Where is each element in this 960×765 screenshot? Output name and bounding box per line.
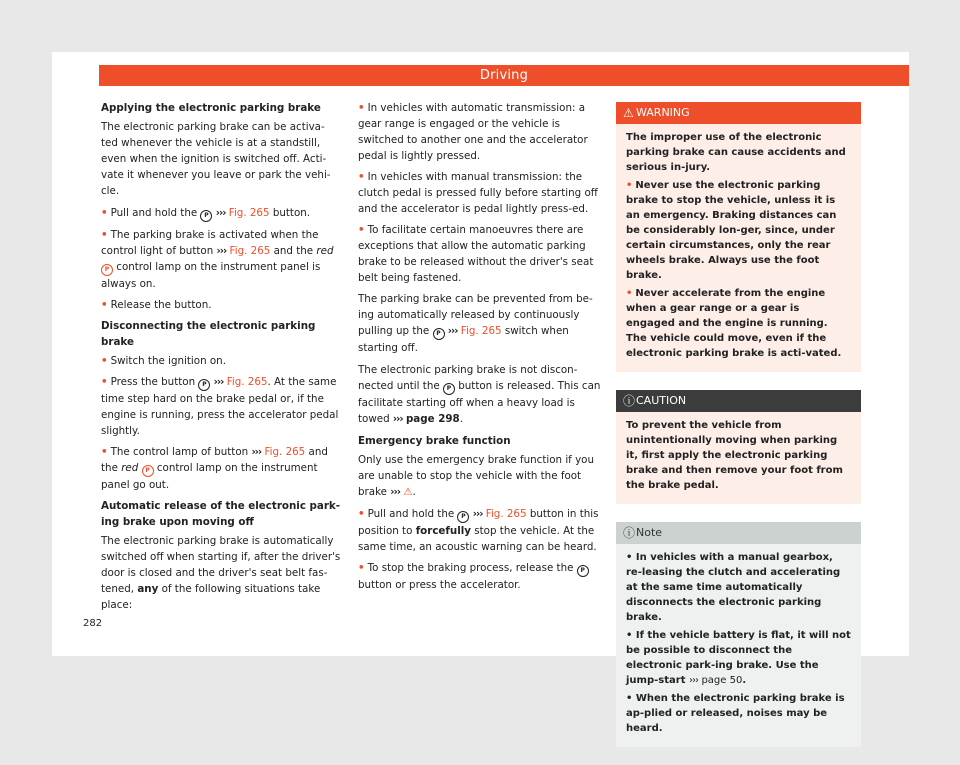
bullet-icon: • (626, 180, 633, 191)
page-link[interactable]: page 50 (701, 675, 743, 686)
bullet-icon: • (626, 288, 633, 299)
caution-text: To prevent the vehicle from unintentionally moving when parking it, first apply the electronic parking brake and then remove your foot from the brake pedal. (626, 420, 843, 491)
bullet-icon: • (358, 224, 365, 236)
bullet-icon: • (101, 207, 108, 219)
figure-link[interactable]: Fig. 265 (229, 245, 271, 257)
figure-link[interactable]: Fig. 265 (460, 325, 502, 337)
arrow-ref-icon: ››› (688, 675, 698, 686)
arrow-ref-icon: ››› (447, 325, 458, 337)
bullet-icon: • (358, 508, 365, 520)
note-header: ⓘ Note (616, 522, 861, 544)
parking-brake-icon: P (577, 565, 589, 577)
paragraph-prevent-release: The parking brake can be prevented from be-ing automatically released by continuously pulling up the P ››› Fig. 265 switch when starting off. (358, 293, 593, 354)
condition-manual: • In vehicles with manual transmission: the clutch pedal is pressed fully before starting off and the accelerator is pedal lightly press-ed. (358, 171, 598, 215)
warning-intro: The improper use of the electronic parking brake can cause accidents and serious in-jury. (626, 132, 846, 173)
note-item-1: • In vehicles with a manual gearbox, re-leasing the clutch and accelerating at the same time automatically disconnects the electronic parking brake. (626, 552, 841, 623)
step-pull-hold: • Pull and hold the P ››› Fig. 265 button. (101, 205, 341, 222)
parking-brake-lamp-icon: P (142, 465, 154, 477)
heading-applying: Applying the electronic parking brake (101, 102, 321, 114)
paragraph-applying: The electronic parking brake can be activa-ted whenever the vehicle is at a standstill, even when the ignition is switched off. Acti-vate it whenever you leave or park the vehi-cle. (101, 121, 331, 197)
warning-body (616, 124, 861, 372)
heading-emergency: Emergency brake function (358, 435, 511, 447)
heading-disconnecting: Disconnecting the electronic parking brake (101, 320, 316, 348)
step-lamps-out: • The control lamp of button ››› Fig. 265 and the red P control lamp on the instrument panel go out. (101, 446, 328, 491)
paragraph-not-disconnected: The electronic parking brake is not discon-nected until the P button is released. This can facilitate starting off when a heavy load is towed ››› page 298. (358, 364, 601, 425)
paragraph-automatic-release: The electronic parking brake is automatically switched off when starting if, after the driver's door is closed and the driver's seat belt fas-tened, any of the following situations take place: (101, 535, 341, 611)
manual-page (52, 52, 909, 734)
condition-automatic: • In vehicles with automatic transmission: a gear range is engaged or the vehicle is switched to another one and the accelerator pedal is lightly pressed. (358, 102, 588, 162)
column-2 (358, 100, 604, 598)
step-stop-braking: • To stop the braking process, release the P button or press the accelerator. (358, 560, 604, 593)
warning-header: ⚠ WARNING (616, 102, 861, 124)
step-emergency-pull: • Pull and hold the P ››› Fig. 265 button in this position to forcefully stop the vehicle. At the same time, an acoustic warning can be heard. (358, 508, 599, 553)
note-item-3: • When the electronic parking brake is ap-plied or released, noises may be heard. (626, 693, 845, 734)
figure-link[interactable]: Fig. 265 (226, 376, 268, 388)
bullet-icon: • (101, 376, 108, 388)
note-box (616, 522, 861, 747)
column-3 (616, 102, 861, 765)
bullet-icon: • (358, 171, 365, 183)
parking-brake-icon: P (457, 511, 469, 523)
bullet-icon: • (101, 355, 108, 367)
arrow-ref-icon: ››› (392, 413, 403, 425)
arrow-ref-icon: ››› (472, 508, 483, 520)
note-body (616, 544, 861, 747)
parking-brake-icon: P (198, 379, 210, 391)
arrow-ref-icon: ››› (213, 376, 224, 388)
bullet-icon: • (358, 102, 365, 114)
warning-item-2: • Never accelerate from the engine when a gear range or a gear is engaged and the engine is running. The vehicle could move, even if the electronic parking brake is acti-vated. (626, 288, 842, 359)
step-press-button: • Press the button P ››› Fig. 265. At the same time step hard on the brake pedal or, if the engine is running, press the accelerator pedal slightly. (101, 376, 339, 437)
figure-link[interactable]: Fig. 265 (264, 446, 306, 458)
parking-brake-icon: P (433, 328, 445, 340)
paragraph-emergency: Only use the emergency brake function if you are unable to stop the vehicle with the foot brake ››› ⚠. (358, 454, 595, 498)
warning-box (616, 102, 861, 372)
parking-brake-icon: P (443, 383, 455, 395)
info-icon: ⓘ (623, 526, 636, 540)
bullet-icon: • (101, 229, 108, 241)
arrow-ref-icon: ››› (251, 446, 262, 458)
parking-brake-icon: P (200, 210, 212, 222)
note-item-2: • If the vehicle battery is flat, it will not be possible to disconnect the electronic park-ing brake. Use the jump-start ››› page 50. (626, 630, 851, 686)
column-1 (101, 100, 341, 619)
arrow-ref-icon: ››› (216, 245, 227, 257)
warning-triangle-icon: ⚠ (623, 106, 634, 120)
page-link[interactable]: page 298 (405, 413, 460, 425)
caution-header: ⓘ CAUTION (616, 390, 861, 412)
figure-link[interactable]: Fig. 265 (228, 207, 270, 219)
heading-automatic-release: Automatic release of the electronic park-ing brake upon moving off (101, 500, 341, 528)
arrow-ref-icon: ››› (215, 207, 226, 219)
caution-box (616, 390, 861, 504)
arrow-ref-icon: ››› (390, 486, 401, 498)
bullet-icon: • (358, 562, 365, 574)
warning-item-1: • Never use the electronic parking brake to stop the vehicle, unless it is an emergency. Braking distances can be considerably lon-ger, since, under certain circumstances, only the rear wheels brake. Always use the foot brake. (626, 180, 837, 281)
page-number: 282 (83, 618, 103, 629)
section-header: Driving (99, 65, 909, 86)
condition-exceptions: • To facilitate certain manoeuvres there are exceptions that allow the automatic parking brake to be released without the driver's seat belt being fastened. (358, 224, 594, 284)
step-ignition: • Switch the ignition on. (101, 355, 226, 367)
step-activated: • The parking brake is activated when the control light of button ››› Fig. 265 and the red P control lamp on the instrument panel is always on. (101, 229, 334, 290)
caution-circle-icon: ⓘ (623, 394, 636, 408)
parking-brake-lamp-icon: P (101, 264, 113, 276)
step-release: • Release the button. (101, 299, 212, 311)
bullet-icon: • (101, 446, 108, 458)
warning-triangle-icon[interactable]: ⚠ (403, 486, 413, 498)
figure-link[interactable]: Fig. 265 (485, 508, 527, 520)
caution-body (616, 412, 861, 504)
bullet-icon: • (101, 299, 108, 311)
